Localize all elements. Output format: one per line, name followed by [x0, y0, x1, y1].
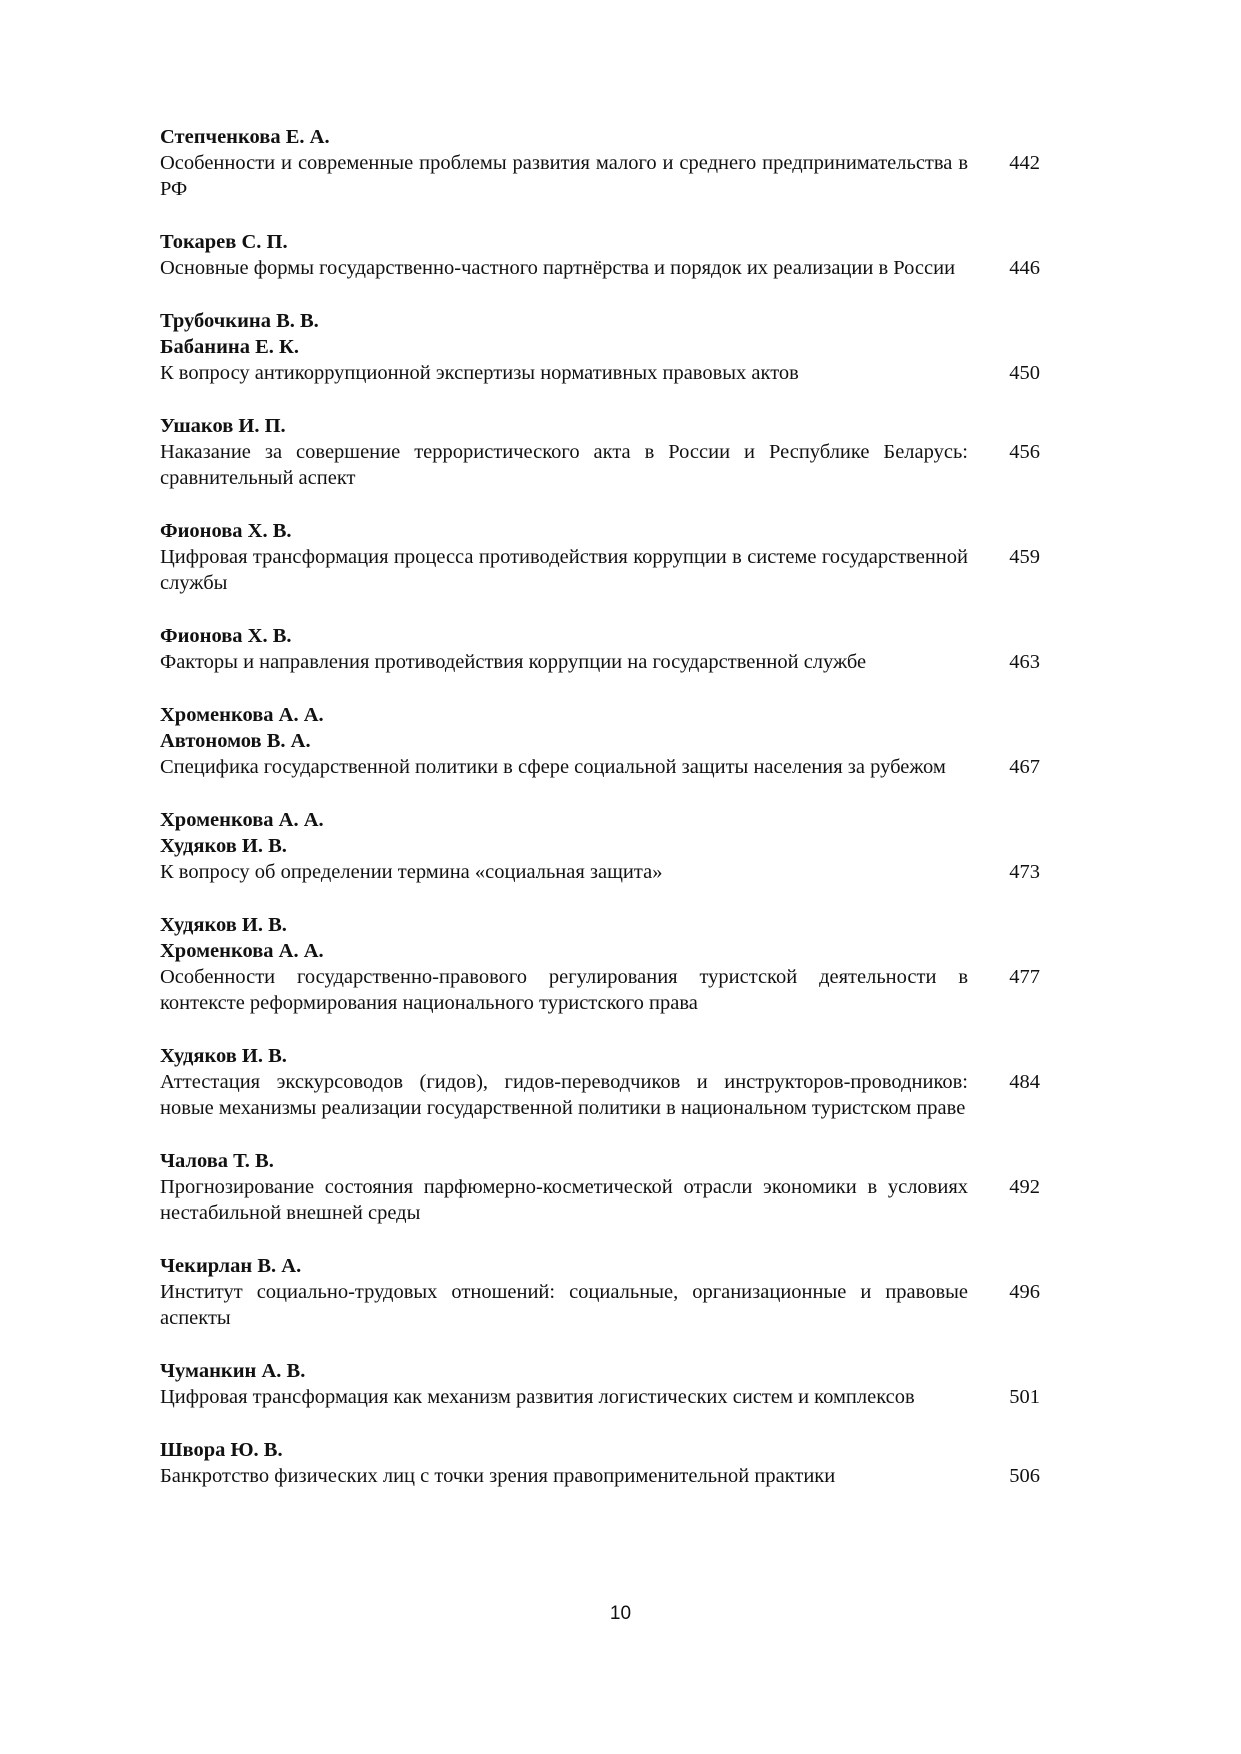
- toc-author: Худяков И. В.: [160, 914, 287, 936]
- toc-title: Наказание за совершение террористического акта в России и Республике Беларусь: сравнительный аспект: [160, 441, 968, 489]
- toc-page-number: 467: [1009, 756, 1040, 778]
- toc-page-number: 492: [1009, 1176, 1040, 1198]
- toc-author: Токарев С. П.: [160, 231, 288, 253]
- toc-row: [160, 150, 1040, 202]
- toc-page-number: 446: [1009, 257, 1040, 279]
- toc-author: Трубочкина В. В.: [160, 310, 319, 332]
- toc-author: Хроменкова А. А.: [160, 940, 324, 962]
- toc-row: [160, 754, 1040, 780]
- toc-title: Цифровая трансформация процесса противодействия коррупции в системе государственной службы: [160, 546, 968, 594]
- toc-entry: [160, 124, 1040, 202]
- toc-title: Институт социально-трудовых отношений: социальные, организационные и правовые аспекты: [160, 1281, 968, 1329]
- toc-title: К вопросу антикоррупционной экспертизы нормативных правовых актов: [160, 362, 799, 384]
- toc-entry: [160, 807, 1040, 885]
- toc-entry: [160, 1253, 1040, 1331]
- toc-author: Бабанина Е. К.: [160, 336, 300, 358]
- toc-title: Аттестация экскурсоводов (гидов), гидов-переводчиков и инструкторов-проводников: новые механизмы реализации государственной политики в национальном туристском праве: [160, 1071, 968, 1119]
- toc-author: Ушаков И. П.: [160, 415, 286, 437]
- toc-row: [160, 964, 1040, 1016]
- toc-title: К вопросу об определении термина «социальная защита»: [160, 861, 663, 883]
- toc-entry: [160, 912, 1040, 1016]
- page-number: 10: [609, 1603, 632, 1624]
- toc-author: Степченкова Е. А.: [160, 126, 330, 148]
- toc-row: [160, 439, 1040, 491]
- toc-row: [160, 360, 1040, 386]
- toc-page-number: 463: [1009, 651, 1040, 673]
- toc-author: Фионова Х. В.: [160, 520, 292, 542]
- toc-page-number: 477: [1009, 966, 1040, 988]
- toc-title: Цифровая трансформация как механизм развития логистических систем и комплексов: [160, 1386, 915, 1408]
- toc-row: [160, 1174, 1040, 1226]
- toc-entry: [160, 1358, 1040, 1410]
- toc-author: Фионова Х. В.: [160, 625, 292, 647]
- toc-title: Факторы и направления противодействия коррупции на государственной службе: [160, 651, 867, 673]
- toc-author: Автономов В. А.: [160, 730, 311, 752]
- toc-page-number: 442: [1009, 152, 1040, 174]
- toc-page-number: 473: [1009, 861, 1040, 883]
- toc-row: [160, 255, 1040, 281]
- toc-entry: [160, 623, 1040, 675]
- toc-author: Худяков И. В.: [160, 835, 287, 857]
- toc-entry: [160, 518, 1040, 596]
- toc-title: Особенности государственно-правового регулирования туристской деятельности в контексте реформирования национального туристского права: [160, 966, 968, 1014]
- toc-title: Основные формы государственно-частного партнёрства и порядок их реализации в России: [160, 257, 956, 279]
- toc-page-number: 484: [1009, 1071, 1040, 1093]
- toc-entry: [160, 229, 1040, 281]
- toc-page-number: 501: [1009, 1386, 1040, 1408]
- toc-title: Особенности и современные проблемы развития малого и среднего предпринимательства в РФ: [160, 152, 968, 200]
- toc-entry: [160, 1148, 1040, 1226]
- toc-author: Худяков И. В.: [160, 1045, 287, 1067]
- toc-entry: [160, 413, 1040, 491]
- toc-title: Специфика государственной политики в сфере социальной защиты населения за рубежом: [160, 756, 946, 778]
- toc-author: Чалова Т. В.: [160, 1150, 274, 1172]
- toc-row: [160, 544, 1040, 596]
- toc-row: [160, 859, 1040, 885]
- toc-page-number: 450: [1009, 362, 1040, 384]
- toc-entry: [160, 702, 1040, 780]
- toc-author: Хроменкова А. А.: [160, 809, 324, 831]
- toc-page-number: 459: [1009, 546, 1040, 568]
- toc-entry: [160, 1043, 1040, 1121]
- toc-row: [160, 1384, 1040, 1410]
- toc-row: [160, 1279, 1040, 1331]
- toc-page-number: 506: [1009, 1465, 1040, 1487]
- toc-author: Чуманкин А. В.: [160, 1360, 306, 1382]
- toc-entry: [160, 308, 1040, 386]
- toc-page-number: 496: [1009, 1281, 1040, 1303]
- toc-row: [160, 649, 1040, 675]
- toc-title: Прогнозирование состояния парфюмерно-косметической отрасли экономики в условиях нестабильной внешней среды: [160, 1176, 968, 1224]
- toc-author: Хроменкова А. А.: [160, 704, 324, 726]
- toc-page-number: 456: [1009, 441, 1040, 463]
- toc-author: Швора Ю. В.: [160, 1439, 283, 1461]
- toc-title: Банкротство физических лиц с точки зрения правоприменительной практики: [160, 1465, 836, 1487]
- toc-entry: [160, 1437, 1040, 1489]
- toc-row: [160, 1463, 1040, 1489]
- table-of-contents: [160, 124, 1040, 1516]
- toc-row: [160, 1069, 1040, 1121]
- toc-author: Чекирлан В. А.: [160, 1255, 302, 1277]
